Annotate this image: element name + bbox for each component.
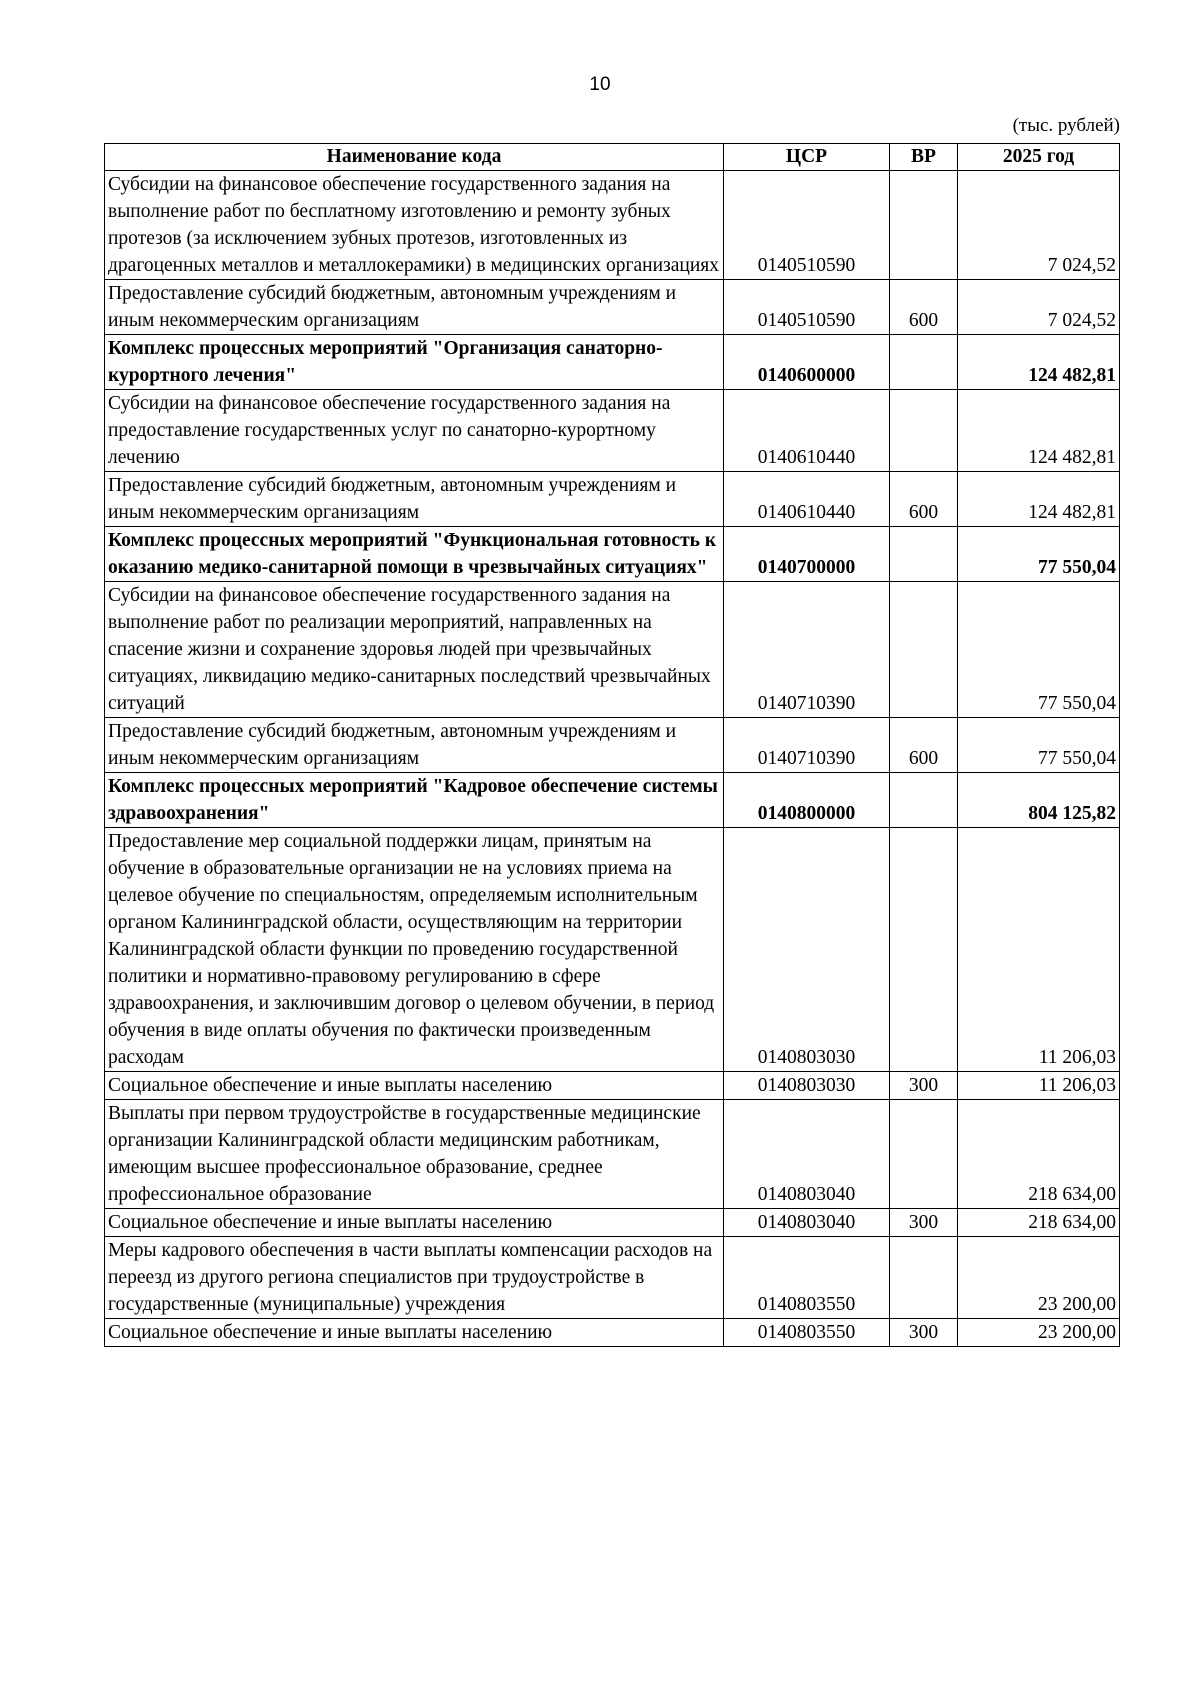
table-row — [105, 582, 1120, 718]
row-vr — [890, 527, 958, 582]
row-sum: 218 634,00 — [958, 1209, 1120, 1237]
table-row — [105, 1072, 1120, 1100]
table-row — [105, 718, 1120, 773]
table-row — [105, 527, 1120, 582]
row-name: Социальное обеспечение и иные выплаты населению — [105, 1319, 724, 1347]
row-vr — [890, 773, 958, 828]
header-name: Наименование кода — [105, 144, 724, 171]
row-sum: 23 200,00 — [958, 1319, 1120, 1347]
units-label: (тыс. рублей) — [1012, 115, 1120, 136]
row-name: Социальное обеспечение и иные выплаты населению — [105, 1209, 724, 1237]
page-number: 10 — [589, 74, 611, 95]
table-row — [105, 390, 1120, 472]
row-name: Предоставление субсидий бюджетным, автономным учреждениям и иным некоммерческим организациям — [105, 280, 724, 335]
row-csr: 0140800000 — [724, 773, 890, 828]
row-csr: 0140510590 — [724, 280, 890, 335]
header-year: 2025 год — [958, 144, 1120, 171]
row-csr: 0140803030 — [724, 1072, 890, 1100]
row-sum: 77 550,04 — [958, 582, 1120, 718]
row-vr: 300 — [890, 1072, 958, 1100]
row-name: Субсидии на финансовое обеспечение государственного задания на предоставление государственных услуг по санаторно-курортному лечению — [105, 390, 724, 472]
row-vr: 300 — [890, 1319, 958, 1347]
row-vr — [890, 1100, 958, 1209]
row-sum: 11 206,03 — [958, 828, 1120, 1072]
row-vr — [890, 582, 958, 718]
row-sum: 124 482,81 — [958, 335, 1120, 390]
table-row — [105, 1319, 1120, 1347]
row-name: Комплекс процессных мероприятий "Организация санаторно-курортного лечения" — [105, 335, 724, 390]
row-csr: 0140803550 — [724, 1237, 890, 1319]
row-vr — [890, 171, 958, 280]
row-name: Меры кадрового обеспечения в части выплаты компенсации расходов на переезд из другого региона специалистов при трудоустройстве в государственные (муниципальные) учреждения — [105, 1237, 724, 1319]
row-name: Предоставление субсидий бюджетным, автономным учреждениям и иным некоммерческим организациям — [105, 718, 724, 773]
row-name: Комплекс процессных мероприятий "Функциональная готовность к оказанию медико-санитарной помощи в чрезвычайных ситуациях" — [105, 527, 724, 582]
table-row — [105, 828, 1120, 1072]
row-name: Предоставление мер социальной поддержки лицам, принятым на обучение в образовательные организации не на условиях приема на целевое обучение по специальностям, определяемым исполнительным органом Калининградской области, осуществляющим на территории Калининградской области функции по проведению государственной политики и нормативно-правовому регулированию в сфере здравоохранения, и заключившим договор о целевом обучении, в период обучения в виде оплаты обучения по фактически произведенным расходам — [105, 828, 724, 1072]
row-sum: 11 206,03 — [958, 1072, 1120, 1100]
row-csr: 0140710390 — [724, 718, 890, 773]
header-vr: ВР — [890, 144, 958, 171]
row-sum: 77 550,04 — [958, 718, 1120, 773]
row-name: Субсидии на финансовое обеспечение государственного задания на выполнение работ по реализации мероприятий, направленных на спасение жизни и сохранение здоровья людей при чрезвычайных ситуациях, ликвидацию медико-санитарных последствий чрезвычайных ситуаций — [105, 582, 724, 718]
row-vr: 600 — [890, 472, 958, 527]
row-vr — [890, 828, 958, 1072]
row-vr — [890, 335, 958, 390]
row-name: Социальное обеспечение и иные выплаты населению — [105, 1072, 724, 1100]
row-name: Комплекс процессных мероприятий "Кадровое обеспечение системы здравоохранения" — [105, 773, 724, 828]
row-csr: 0140610440 — [724, 472, 890, 527]
budget-table — [104, 143, 1120, 1347]
row-csr: 0140803550 — [724, 1319, 890, 1347]
row-csr: 0140803030 — [724, 828, 890, 1072]
row-name: Выплаты при первом трудоустройстве в государственные медицинские организации Калининградской области медицинским работникам, имеющим высшее профессиональное образование, среднее профессиональное образование — [105, 1100, 724, 1209]
table-row — [105, 1209, 1120, 1237]
row-name: Субсидии на финансовое обеспечение государственного задания на выполнение работ по бесплатному изготовлению и ремонту зубных протезов (за исключением зубных протезов, изготовленных из драгоценных металлов и металлокерамики) в медицинских организациях — [105, 171, 724, 280]
row-sum: 124 482,81 — [958, 390, 1120, 472]
table-row — [105, 1237, 1120, 1319]
row-sum: 124 482,81 — [958, 472, 1120, 527]
row-csr: 0140510590 — [724, 171, 890, 280]
table-body — [105, 171, 1120, 1347]
table-row — [105, 472, 1120, 527]
row-csr: 0140700000 — [724, 527, 890, 582]
table-row — [105, 280, 1120, 335]
row-sum: 77 550,04 — [958, 527, 1120, 582]
row-vr: 600 — [890, 718, 958, 773]
table-row — [105, 335, 1120, 390]
row-sum: 23 200,00 — [958, 1237, 1120, 1319]
row-vr: 600 — [890, 280, 958, 335]
row-sum: 804 125,82 — [958, 773, 1120, 828]
row-vr: 300 — [890, 1209, 958, 1237]
row-csr: 0140803040 — [724, 1100, 890, 1209]
row-name: Предоставление субсидий бюджетным, автономным учреждениям и иным некоммерческим организациям — [105, 472, 724, 527]
row-csr: 0140610440 — [724, 390, 890, 472]
table-row — [105, 1100, 1120, 1209]
row-csr: 0140600000 — [724, 335, 890, 390]
table-header-row — [105, 144, 1120, 171]
row-csr: 0140710390 — [724, 582, 890, 718]
row-vr — [890, 390, 958, 472]
row-vr — [890, 1237, 958, 1319]
row-sum: 218 634,00 — [958, 1100, 1120, 1209]
header-csr: ЦСР — [724, 144, 890, 171]
table-row — [105, 171, 1120, 280]
table-row — [105, 773, 1120, 828]
row-csr: 0140803040 — [724, 1209, 890, 1237]
row-sum: 7 024,52 — [958, 280, 1120, 335]
row-sum: 7 024,52 — [958, 171, 1120, 280]
